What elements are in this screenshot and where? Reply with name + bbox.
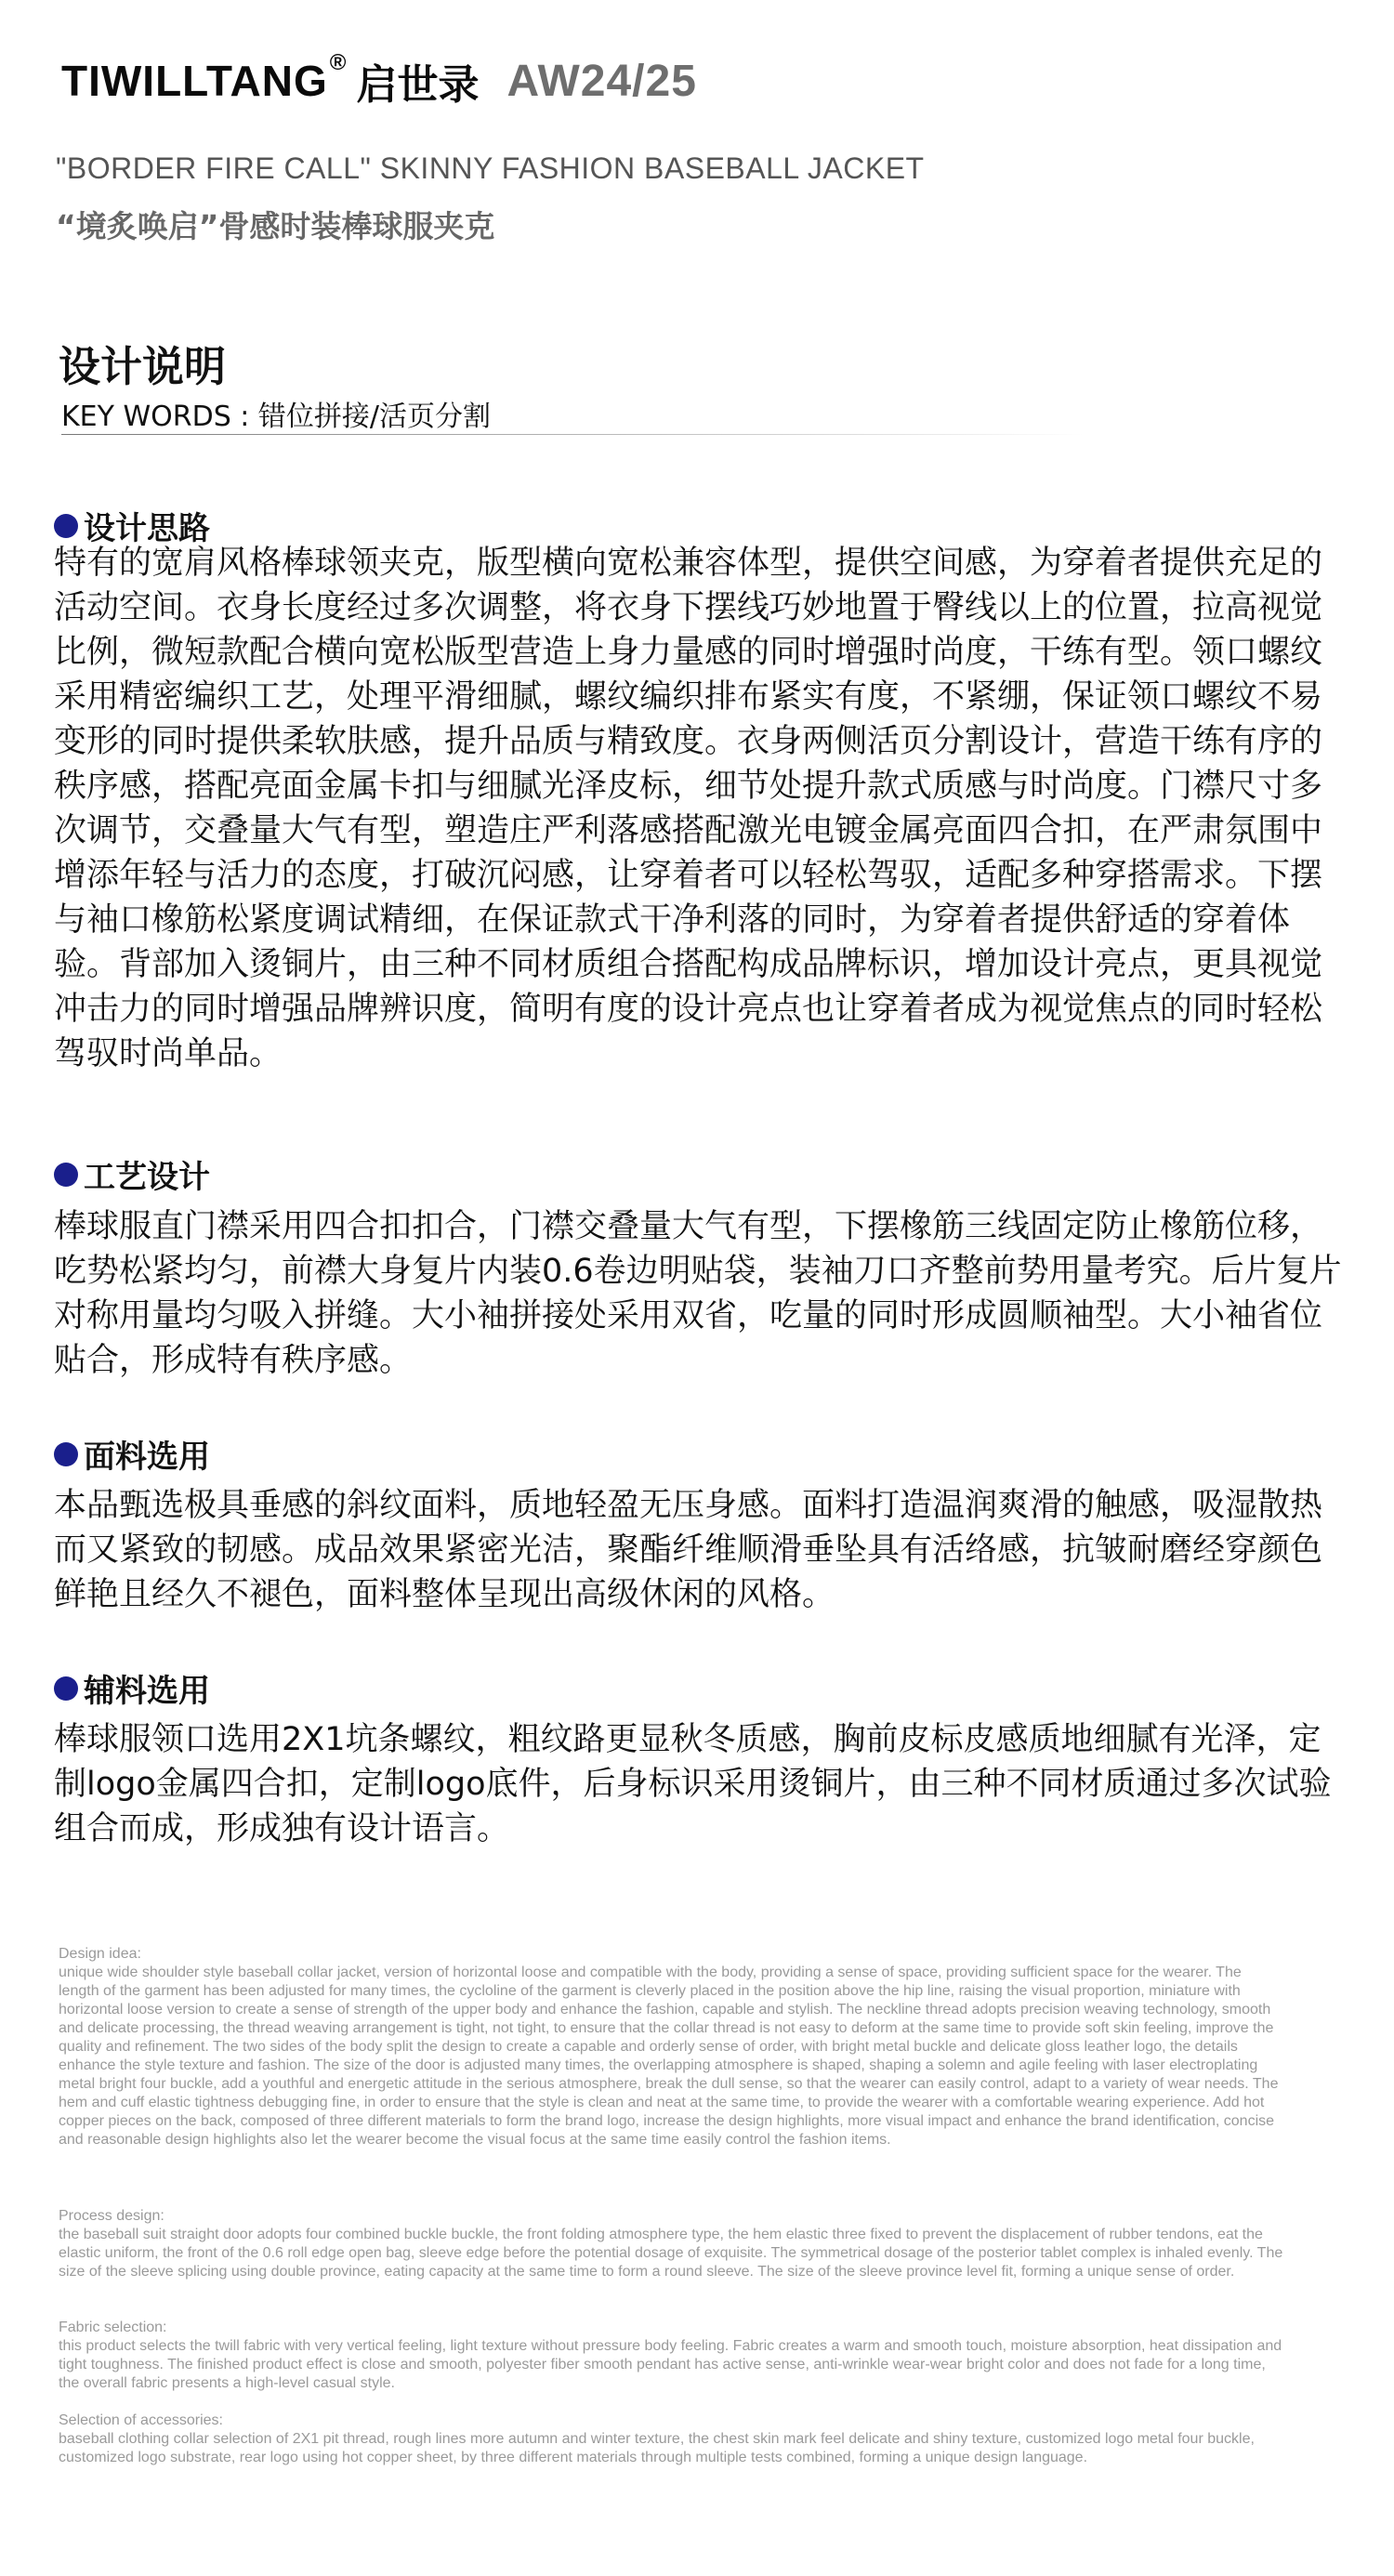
bullet-dot-icon: [54, 1676, 78, 1701]
brand-name-en: TIWILLTANG: [61, 57, 328, 105]
english-section-body: unique wide shoulder style baseball collar jacket, version of horizontal loose and compatible with the body, providing a sense of space, providing sufficient space for the wearer. The length of the garment has been adjusted for many times, the cycloline of the garment is cleverly placed in the position above the hip line, raising the visual proportion, miniature with horizontal loose version to create a sense of strength of the upper body and enhance the fashion, capable and stylish. The neckline thread adopts precision weaving technology, smooth and delicate processing, the thread weaving arrangement is tight, not tight, to ensure that the collar thread is not easy to deform at the same time to provide soft skin feeling, improve the quality and refinement. The two sides of the body split the design to create a capable and orderly sense of order, with bright metal buckle and delicate gloss leather logo, the details enhance the style texture and fashion. The size of the door is adjusted many times, the overlapping atmosphere is shaped, shaping a solemn and agile feeling with laser electroplating metal bright four buckle, add a youthful and energetic attitude in the serious atmosphere, break the dull sense, so that the wearer can easily control, adapt to a variety of wear needs. The hem and cuff elastic tightness debugging fine, in order to ensure that the style is clean and neat at the same time, to provide the wearer with a comfortable wearing experience. Add hot copper pieces on the back, composed of three different materials to form the brand logo, increase the design highlights, more visual impact and enhance the brand identification, concise and reasonable design highlights also let the wearer become the visual focus at the same time easily control the fashion items.: [59, 1965, 1279, 2148]
product-title-en: "BORDER FIRE CALL" SKINNY FASHION BASEBALL JACKET: [56, 151, 925, 185]
bullet-dot-icon: [54, 514, 78, 538]
section-heading-label: 辅料选用: [84, 1673, 210, 1710]
section-body-accessories: 棒球服领口选用2X1坑条螺纹，粗纹路更显秋冬质感，胸前皮标皮感质地细腻有光泽，定制logo金属四合扣，定制logo底件，后身标识采用烫铜片，由三种不同材质通过多次试验组合而成，形成独有设计语言。: [54, 1721, 1332, 1847]
brand-header: [61, 48, 697, 113]
keywords-line: KEY WORDS : 错位拼接/活页分割: [61, 401, 492, 433]
section-body-design-idea: 特有的宽肩风格棒球领夹克，版型横向宽松兼容体型，提供空间感，为穿着者提供充足的活动空间。衣身长度经过多次调整，将衣身下摆线巧妙地置于臀线以上的位置，拉高视觉比例，微短款配合横向宽松版型营造上身力量感的同时增强时尚度，干练有型。领口螺纹采用精密编织工艺，处理平滑细腻，螺纹编织排布紧实有度，不紧绷，保证领口螺纹不易变形的同时提供柔软肤感，提升品质与精致度。衣身两侧活页分割设计，营造干练有序的秩序感，搭配亮面金属卡扣与细腻光泽皮标，细节处提升款式质感与时尚度。门襟尺寸多次调节，交叠量大气有型，塑造庄严利落感搭配激光电镀金属亮面四合扣，在严肃氛围中增添年轻与活力的态度，打破沉闷感，让穿着者可以轻松驾驭，适配多种穿搭需求。下摆与袖口橡筋松紧度调试精细，在保证款式干净利落的同时，为穿着者提供舒适的穿着体验。背部加入烫铜片，由三种不同材质组合搭配构成品牌标识，增加设计亮点，更具视觉冲击力的同时增强品牌辨识度，简明有度的设计亮点也让穿着者成为视觉焦点的同时轻松驾驭时尚单品。: [54, 545, 1323, 1072]
section-heading-accessories: [54, 1665, 210, 1711]
english-section-title: Design idea:: [59, 1946, 141, 1962]
english-design-idea: [59, 1945, 1285, 2149]
section-body-craft-design: 棒球服直门襟采用四合扣扣合，门襟交叠量大气有型，下摆橡筋三线固定防止橡筋位移，吃势松紧均匀，前襟大身复片内装0.6卷边明贴袋，装袖刀口齐整前势用量考究。后片复片对称用量均匀吸入拼缝。大小袖拼接处采用双省，吃量的同时形成圆顺袖型。大小袖省位贴合，形成特有秩序感。: [54, 1208, 1342, 1379]
bullet-dot-icon: [54, 1163, 78, 1187]
section-heading-label: 面料选用: [84, 1439, 210, 1476]
english-section-body: this product selects the twill fabric with very vertical feeling, light texture without pressure body feeling. Fabric creates a warm and smooth touch, moisture absorption, heat dissipation and tight toughness. The finished product effect is close and smooth, polyester fiber smooth pendant has active sense, anti-wrinkle wear-wear bright color and does not fade for a long time, the overall fabric presents a high-level casual style.: [59, 2338, 1282, 2391]
english-fabric-selection: [59, 2319, 1285, 2393]
keywords-divider: [61, 434, 1084, 435]
english-process-design: [59, 2207, 1285, 2281]
brand-name-cn: 启世录: [356, 61, 480, 109]
section-heading-craft-design: [54, 1151, 210, 1197]
bullet-dot-icon: [54, 1442, 78, 1466]
english-section-title: Process design:: [59, 2208, 164, 2224]
english-section-body: baseball clothing collar selection of 2X1 pit thread, rough lines more autumn and winter texture, the chest skin mark feel delicate and shiny texture, customized logo metal four buckle, customized logo substrate, rear logo using hot copper sheet, by three different materials through multiple tests combined, forming a unique design language.: [59, 2431, 1255, 2465]
design-description-title: 设计说明: [59, 342, 227, 391]
english-accessories-selection: [59, 2412, 1285, 2467]
brand-logo: [61, 50, 348, 106]
section-heading-label: 工艺设计: [84, 1159, 210, 1196]
season-label: AW24/25: [506, 56, 697, 106]
product-title-cn: “境炙唤启”骨感时装棒球服夹克: [56, 208, 495, 244]
section-heading-fabric: [54, 1431, 210, 1477]
registered-mark: ®: [329, 50, 348, 75]
english-section-title: Selection of accessories:: [59, 2412, 223, 2428]
section-body-fabric: 本品甄选极具垂感的斜纹面料，质地轻盈无压身感。面料打造温润爽滑的触感，吸湿散热而又紧致的韧感。成品效果紧密光洁，聚酯纤维顺滑垂坠具有活络感，抗皱耐磨经穿颜色鲜艳且经久不褪色，面料整体呈现出高级休闲的风格。: [54, 1487, 1323, 1613]
english-section-body: the baseball suit straight door adopts four combined buckle buckle, the front folding atmosphere type, the hem elastic three fixed to prevent the displacement of rubber tendons, eat the elastic uniform, the front of the 0.6 roll edge open bag, sleeve edge before the potential dosage of exquisite. The symmetrical dosage of the posterior tablet complex is inhaled evenly. The size of the sleeve splicing using double province, eating capacity at the same time to form a round sleeve. The size of the sleeve province level fit, forming a unique sense of order.: [59, 2227, 1283, 2280]
section-heading-label: 设计思路: [84, 510, 210, 547]
english-section-title: Fabric selection:: [59, 2320, 167, 2335]
